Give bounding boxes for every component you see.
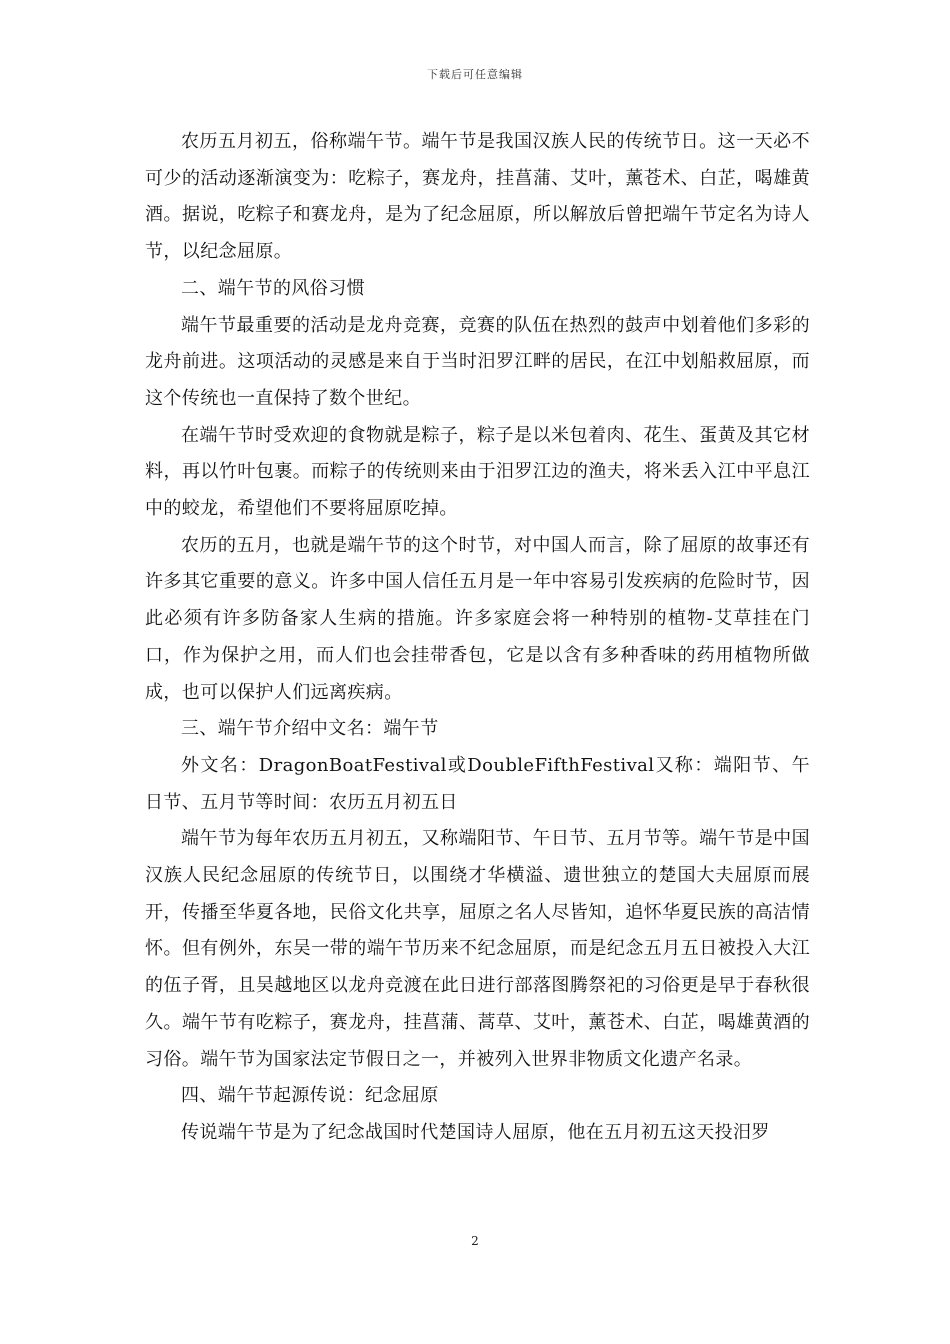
section-heading-intro: 三、端午节介绍中文名：端午节 <box>181 718 439 740</box>
paragraph-dragon-boat: 端午节最重要的活动是龙舟竞赛，竞赛的队伍在热烈的鼓声中划着他们多彩的龙舟前进。这项活动的灵感是来自于当时汨罗江畔的居民，在江中划船救屈原，而这个传统也一直保持了数个世纪。 <box>145 314 810 409</box>
paragraph-names: 外文名：DragonBoatFestival或DoubleFifthFestival又称：端阳节、午日节、五月节等时间：农历五月初五日 <box>145 754 810 813</box>
paragraph-fifth-month: 农历的五月，也就是端午节的这个时节，对中国人而言，除了屈原的故事还有许多其它重要的意义。许多中国人信任五月是一年中容易引发疾病的危险时节，因此必须有许多防备家人生病的措施。许多家庭会将一种特别的植物-艾草挂在门口，作为保护之用，而人们也会挂带香包，它是以含有多种香味的药用植物所做成，也可以保护人们远离疾病。 <box>145 534 810 703</box>
section-heading-customs: 二、端午节的风俗习惯 <box>181 277 365 299</box>
paragraph-legend: 传说端午节是为了纪念战国时代楚国诗人屈原，他在五月初五这天投汨罗 <box>181 1121 770 1143</box>
paragraph-overview: 端午节为每年农历五月初五，又称端阳节、午日节、五月节等。端午节是中国汉族人民纪念屈原的传统节日，以围绕才华横溢、遗世独立的楚国大夫屈原而展开，传播至华夏各地，民俗文化共享，屈原之名人尽皆知，追怀华夏民族的高洁情怀。但有例外，东吴一带的端午节历来不纪念屈原，而是纪念五月五日被投入大江的伍子胥，且吴越地区以龙舟竞渡在此日进行部落图腾祭祀的习俗更是早于春秋很久。端午节有吃粽子，赛龙舟，挂菖蒲、蒿草、艾叶，薰苍术、白芷，喝雄黄酒的习俗。端午节为国家法定节假日之一，并被列入世界非物质文化遗产名录。 <box>145 828 810 1070</box>
page-header: 下载后可任意编辑 <box>427 68 523 81</box>
page-number: 2 <box>471 1234 479 1248</box>
paragraph-zongzi: 在端午节时受欢迎的食物就是粽子，粽子是以米包着肉、花生、蛋黄及其它材料，再以竹叶包裹。而粽子的传统则来由于汨罗江边的渔夫，将米丢入江中平息江中的蛟龙，希望他们不要将屈原吃掉。 <box>145 424 810 520</box>
document-body <box>145 124 810 1152</box>
section-heading-origin: 四、端午节起源传说：纪念屈原 <box>181 1085 439 1107</box>
paragraph-intro: 农历五月初五，俗称端午节。端午节是我国汉族人民的传统节日。这一天必不可少的活动逐渐演变为：吃粽子，赛龙舟，挂菖蒲、艾叶，薰苍术、白芷，喝雄黄酒。据说，吃粽子和赛龙舟，是为了纪念屈原，所以解放后曾把端午节定名为诗人节，以纪念屈原。 <box>145 131 810 263</box>
